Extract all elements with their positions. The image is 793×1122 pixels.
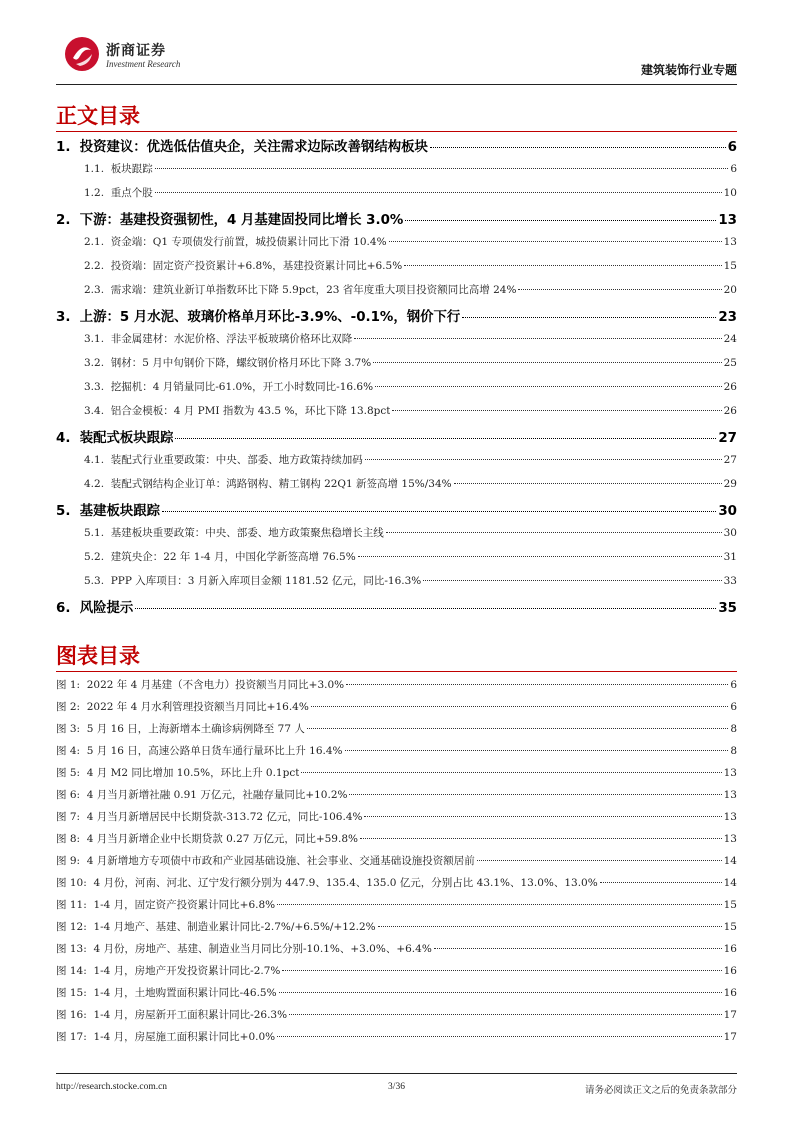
toc-section-number: 3.2. bbox=[84, 357, 105, 369]
dot-leader bbox=[277, 1036, 721, 1037]
figure-entry[interactable] bbox=[56, 1007, 737, 1029]
dot-leader bbox=[365, 459, 722, 460]
figure-entry-text: 1-4 月，固定资产投资累计同比+6.8% bbox=[93, 899, 276, 911]
page-header bbox=[56, 34, 737, 85]
figure-entry[interactable] bbox=[56, 699, 737, 721]
toc-section-text: 挖掘机：4 月销量同比-61.0%，开工小时数同比-16.6% bbox=[110, 381, 374, 393]
footer-url[interactable]: http://research.stocke.com.cn bbox=[56, 1082, 168, 1092]
figure-entry-page: 13 bbox=[723, 789, 737, 801]
toc-section-title bbox=[84, 185, 153, 200]
page-footer bbox=[56, 1073, 737, 1096]
toc-chapter-page: 6 bbox=[727, 140, 737, 155]
dot-leader bbox=[311, 706, 728, 707]
figure-entry-number: 图 9: bbox=[56, 855, 81, 867]
figure-entry-number: 图 13: bbox=[56, 943, 87, 955]
figure-entry-number: 图 14: bbox=[56, 965, 87, 977]
toc-chapter-text: 上游：5 月水泥、玻璃价格单月环比-3.9%、-0.1%，钢价下行 bbox=[79, 310, 461, 325]
figure-entry-number: 图 5: bbox=[56, 767, 81, 779]
dot-leader bbox=[135, 608, 716, 609]
toc-chapter-title bbox=[56, 136, 428, 155]
figure-entry[interactable] bbox=[56, 677, 737, 699]
toc-chapter-text: 下游：基建投资强韧性，4 月基建固投同比增长 3.0% bbox=[79, 213, 404, 228]
toc-section-title bbox=[84, 476, 452, 491]
toc-section-text: 铝合金模板：4 月 PMI 指数为 43.5 %，环比下降 13.8pct bbox=[110, 405, 391, 417]
figure-entry-title bbox=[56, 787, 347, 802]
dot-leader bbox=[155, 192, 722, 193]
figure-entry-page: 16 bbox=[723, 987, 737, 999]
toc-section-title bbox=[84, 355, 371, 370]
figure-entry-page: 6 bbox=[730, 701, 737, 713]
figure-entry-page: 17 bbox=[723, 1031, 737, 1043]
figure-entry-number: 图 10: bbox=[56, 877, 87, 889]
figure-list bbox=[56, 677, 737, 1051]
dot-leader bbox=[373, 362, 721, 363]
toc-section-title bbox=[84, 331, 352, 346]
dot-leader bbox=[477, 860, 722, 861]
figure-entry-page: 8 bbox=[730, 723, 737, 735]
figure-entry-text: 4 月份，河南、河北、辽宁发行额分别为 447.9、135.4、135.0 亿元，分别占比 43.1%、13.0%、13.0% bbox=[93, 877, 598, 889]
figure-entry-page: 8 bbox=[730, 745, 737, 757]
toc-chapter-title bbox=[56, 306, 460, 325]
toc-chapter-text: 基建板块跟踪 bbox=[79, 504, 161, 519]
toc-section-title bbox=[84, 525, 384, 540]
toc-chapter-text: 装配式板块跟踪 bbox=[79, 431, 174, 446]
toc-chapter[interactable] bbox=[56, 306, 737, 331]
dot-leader bbox=[279, 992, 722, 993]
toc-chapter-title bbox=[56, 500, 160, 519]
dot-leader bbox=[307, 728, 728, 729]
toc-chapter[interactable] bbox=[56, 597, 737, 622]
figure-entry[interactable] bbox=[56, 853, 737, 875]
figure-entry[interactable] bbox=[56, 765, 737, 787]
figure-entry-title bbox=[56, 941, 432, 956]
figure-entry-page: 16 bbox=[723, 943, 737, 955]
figure-entry-page: 16 bbox=[723, 965, 737, 977]
toc-chapter-number: 3. bbox=[56, 310, 71, 325]
figure-entry-number: 图 16: bbox=[56, 1009, 87, 1021]
figure-entry-number: 图 11: bbox=[56, 899, 87, 911]
dot-leader bbox=[277, 904, 721, 905]
toc-section-title bbox=[84, 379, 373, 394]
figure-entry-text: 2022 年 4 月水利管理投资额当月同比+16.4% bbox=[86, 701, 309, 713]
document-title: 建筑装饰行业专题 bbox=[640, 63, 737, 77]
toc-chapter-page: 23 bbox=[718, 310, 737, 325]
toc-chapter-text: 投资建议：优选低估值央企，关注需求边际改善钢结构板块 bbox=[79, 140, 428, 155]
toc-section-text: 需求端：建筑业新订单指数环比下降 5.9pct，23 省年度重大项目投资额同比高增 24% bbox=[110, 284, 517, 296]
toc-title-rule bbox=[56, 131, 737, 132]
figure-entry[interactable] bbox=[56, 941, 737, 963]
figure-entry[interactable] bbox=[56, 787, 737, 809]
dot-leader bbox=[462, 317, 716, 318]
toc-section-text: 装配式钢结构企业订单：鸿路钢构、精工钢构 22Q1 新签高增 15%/34% bbox=[110, 478, 452, 490]
figure-entry-number: 图 2: bbox=[56, 701, 81, 713]
figure-entry[interactable] bbox=[56, 875, 737, 897]
toc-section-number: 2.2. bbox=[84, 260, 105, 272]
figure-entry-page: 14 bbox=[723, 855, 737, 867]
dot-leader bbox=[349, 794, 721, 795]
toc-section-text: 非金属建材：水泥价格、浮法平板玻璃价格环比双降 bbox=[110, 333, 353, 345]
figure-entry-number: 图 4: bbox=[56, 745, 81, 757]
toc-section-text: PPP 入库项目：3 月新入库项目金额 1181.52 亿元，同比-16.3% bbox=[110, 575, 422, 587]
toc-section-page: 10 bbox=[723, 187, 737, 199]
figure-entry-title bbox=[56, 875, 598, 890]
toc-section[interactable] bbox=[56, 525, 737, 549]
figure-entry-text: 1-4 月，土地购置面积累计同比-46.5% bbox=[93, 987, 277, 999]
toc-section[interactable] bbox=[56, 379, 737, 403]
toc-section-title bbox=[84, 573, 421, 588]
toc-section-title bbox=[84, 549, 356, 564]
figure-entry-text: 1-4 月，房地产开发投资累计同比-2.7% bbox=[93, 965, 281, 977]
figure-entry-text: 5 月 16 日，上海新增本土确诊病例降至 77 人 bbox=[86, 723, 305, 735]
toc-section[interactable] bbox=[56, 476, 737, 500]
toc-section[interactable] bbox=[56, 161, 737, 185]
figure-entry-text: 5 月 16 日，高速公路单日货车通行量环比上升 16.4% bbox=[86, 745, 343, 757]
toc-section[interactable] bbox=[56, 573, 737, 597]
figure-entry-page: 17 bbox=[723, 1009, 737, 1021]
dot-leader bbox=[282, 970, 721, 971]
toc-chapter-title bbox=[56, 597, 133, 616]
toc-section-title bbox=[84, 403, 390, 418]
dot-leader bbox=[386, 532, 722, 533]
toc-section[interactable] bbox=[56, 355, 737, 379]
toc-section-page: 20 bbox=[723, 284, 737, 296]
toc-chapter[interactable] bbox=[56, 136, 737, 161]
toc-section[interactable] bbox=[56, 549, 737, 573]
toc-section-text: 钢材：5 月中旬钢价下降，螺纹钢价格月环比下降 3.7% bbox=[110, 357, 372, 369]
toc-section[interactable] bbox=[56, 331, 737, 355]
toc-section-text: 投资端：固定资产投资累计+6.8%，基建投资累计同比+6.5% bbox=[110, 260, 403, 272]
figure-entry[interactable] bbox=[56, 963, 737, 985]
toc-section-text: 板块跟踪 bbox=[110, 163, 153, 175]
toc-section-text: 重点个股 bbox=[110, 187, 153, 199]
toc-chapter-page: 13 bbox=[718, 213, 737, 228]
figure-entry-title bbox=[56, 1029, 275, 1044]
dot-leader bbox=[354, 338, 721, 339]
toc-section-page: 26 bbox=[723, 405, 737, 417]
toc-section-page: 30 bbox=[723, 527, 737, 539]
dot-leader bbox=[289, 1014, 722, 1015]
figure-entry-number: 图 7: bbox=[56, 811, 81, 823]
figure-entry[interactable] bbox=[56, 919, 737, 941]
dot-leader bbox=[155, 168, 729, 169]
figure-entry[interactable] bbox=[56, 809, 737, 831]
figure-entry[interactable] bbox=[56, 721, 737, 743]
toc-section-page: 15 bbox=[723, 260, 737, 272]
figure-entry-text: 2022 年 4 月基建（不含电力）投资额当月同比+3.0% bbox=[86, 679, 345, 691]
figure-entry[interactable] bbox=[56, 985, 737, 1007]
dot-leader bbox=[392, 410, 721, 411]
toc-section-number: 5.2. bbox=[84, 551, 105, 563]
dot-leader bbox=[162, 511, 716, 512]
figure-list-title: 图表目录 bbox=[56, 644, 140, 668]
dot-leader bbox=[378, 926, 722, 927]
dot-leader bbox=[454, 483, 722, 484]
figure-entry-text: 1-4 月，房屋新开工面积累计同比-26.3% bbox=[93, 1009, 288, 1021]
figure-entry-title bbox=[56, 743, 343, 758]
figure-entry-title bbox=[56, 809, 362, 824]
figure-entry-page: 13 bbox=[723, 811, 737, 823]
figure-entry-number: 图 17: bbox=[56, 1031, 87, 1043]
toc-section-number: 2.3. bbox=[84, 284, 105, 296]
toc-section[interactable] bbox=[56, 282, 737, 306]
toc-section-number: 3.4. bbox=[84, 405, 105, 417]
figure-entry-number: 图 3: bbox=[56, 723, 81, 735]
toc-section-title bbox=[84, 161, 153, 176]
dot-leader bbox=[364, 816, 721, 817]
toc-section-text: 资金端：Q1 专项债发行前置，城投债累计同比下滑 10.4% bbox=[110, 236, 387, 248]
figure-entry-title bbox=[56, 721, 305, 736]
toc-section[interactable] bbox=[56, 185, 737, 209]
toc-section-number: 1.2. bbox=[84, 187, 105, 199]
figure-entry-text: 4 月新增地方专项债中市政和产业园基础设施、社会事业、交通基础设施投资额居前 bbox=[86, 855, 475, 867]
page-number: 3/36 bbox=[388, 1082, 405, 1092]
dot-leader bbox=[360, 838, 722, 839]
toc-chapter-number: 1. bbox=[56, 140, 71, 155]
toc-section-text: 装配式行业重要政策：中央、部委、地方政策持续加码 bbox=[110, 454, 363, 466]
figure-entry-text: 4 月当月新增居民中长期贷款-313.72 亿元，同比-106.4% bbox=[86, 811, 363, 823]
toc-section-page: 33 bbox=[723, 575, 737, 587]
dot-leader bbox=[375, 386, 722, 387]
dot-leader bbox=[430, 147, 726, 148]
dot-leader bbox=[345, 750, 729, 751]
figure-entry-title bbox=[56, 677, 344, 692]
figure-entry-text: 1-4 月地产、基建、制造业累计同比-2.7%/+6.5%/+12.2% bbox=[93, 921, 376, 933]
logo-icon bbox=[64, 36, 100, 72]
toc-section-text: 基建板块重要政策：中央、部委、地方政策聚焦稳增长主线 bbox=[110, 527, 384, 539]
toc-section-title bbox=[84, 258, 402, 273]
dot-leader bbox=[404, 265, 721, 266]
logo-text: 浙商证券 bbox=[106, 43, 166, 59]
dot-leader bbox=[423, 580, 721, 581]
toc-section-page: 27 bbox=[723, 454, 737, 466]
figure-entry[interactable] bbox=[56, 831, 737, 853]
toc-section-page: 13 bbox=[723, 236, 737, 248]
figure-entry-page: 6 bbox=[730, 679, 737, 691]
toc-section-number: 2.1. bbox=[84, 236, 105, 248]
toc-section[interactable] bbox=[56, 452, 737, 476]
figure-entry-page: 13 bbox=[723, 767, 737, 779]
figure-entry-title bbox=[56, 919, 376, 934]
figure-entry-number: 图 1: bbox=[56, 679, 81, 691]
figure-entry-title bbox=[56, 985, 277, 1000]
toc-chapter[interactable] bbox=[56, 500, 737, 525]
dot-leader bbox=[301, 772, 721, 773]
toc-chapter-page: 30 bbox=[718, 504, 737, 519]
figure-entry-text: 4 月份，房地产、基建、制造业当月同比分别-10.1%、+3.0%、+6.4% bbox=[93, 943, 432, 955]
figure-entry[interactable] bbox=[56, 897, 737, 919]
toc-section-number: 3.1. bbox=[84, 333, 105, 345]
logo-subtitle: Investment Research bbox=[106, 59, 181, 69]
toc-chapter[interactable] bbox=[56, 427, 737, 452]
figure-entry-text: 4 月当月新增社融 0.91 万亿元，社融存量同比+10.2% bbox=[86, 789, 348, 801]
figure-entry-title bbox=[56, 853, 475, 868]
toc-section[interactable] bbox=[56, 403, 737, 427]
toc-section-page: 6 bbox=[730, 163, 737, 175]
toc-chapter-page: 27 bbox=[718, 431, 737, 446]
toc-section-text: 建筑央企：22 年 1-4 月，中国化学新签高增 76.5% bbox=[110, 551, 356, 563]
dot-leader bbox=[389, 241, 722, 242]
figure-entry-title bbox=[56, 1007, 287, 1022]
figure-entry-page: 15 bbox=[723, 921, 737, 933]
figure-entry-page: 14 bbox=[723, 877, 737, 889]
figure-title-rule bbox=[56, 671, 737, 672]
figure-entry-title bbox=[56, 897, 275, 912]
toc-section-page: 26 bbox=[723, 381, 737, 393]
toc-chapter-title bbox=[56, 209, 403, 228]
toc-chapter-number: 2. bbox=[56, 213, 71, 228]
toc-chapter-number: 6. bbox=[56, 601, 71, 616]
dot-leader bbox=[358, 556, 722, 557]
figure-entry-number: 图 8: bbox=[56, 833, 81, 845]
toc-section-title bbox=[84, 452, 363, 467]
toc-section-page: 24 bbox=[723, 333, 737, 345]
toc-title: 正文目录 bbox=[56, 104, 140, 128]
footer-disclaimer: 请务必阅读正文之后的免责条款部分 bbox=[584, 1085, 737, 1096]
toc-chapter-page: 35 bbox=[718, 601, 737, 616]
toc-chapter-title bbox=[56, 427, 173, 446]
toc-section[interactable] bbox=[56, 258, 737, 282]
toc-section-title bbox=[84, 282, 516, 297]
dot-leader bbox=[346, 684, 728, 685]
toc-chapter-number: 4. bbox=[56, 431, 71, 446]
figure-entry-title bbox=[56, 963, 280, 978]
figure-entry[interactable] bbox=[56, 743, 737, 765]
toc-section-number: 4.1. bbox=[84, 454, 105, 466]
toc-section-number: 4.2. bbox=[84, 478, 105, 490]
figure-entry-page: 15 bbox=[723, 899, 737, 911]
figure-entry-text: 1-4 月，房屋施工面积累计同比+0.0% bbox=[93, 1031, 276, 1043]
figure-entry-text: 4 月当月新增企业中长期贷款 0.27 万亿元，同比+59.8% bbox=[86, 833, 358, 845]
figure-entry-title bbox=[56, 765, 299, 780]
toc-section-page: 25 bbox=[723, 357, 737, 369]
figure-entry-title bbox=[56, 699, 309, 714]
toc-section-page: 31 bbox=[723, 551, 737, 563]
figure-entry-page: 13 bbox=[723, 833, 737, 845]
figure-entry-text: 4 月 M2 同比增加 10.5%，环比上升 0.1pct bbox=[86, 767, 300, 779]
dot-leader bbox=[405, 220, 716, 221]
toc-section-page: 29 bbox=[723, 478, 737, 490]
toc-section-title bbox=[84, 234, 387, 249]
toc-section[interactable] bbox=[56, 234, 737, 258]
toc-section-number: 5.1. bbox=[84, 527, 105, 539]
figure-entry-number: 图 6: bbox=[56, 789, 81, 801]
toc-chapter[interactable] bbox=[56, 209, 737, 234]
dot-leader bbox=[434, 948, 722, 949]
figure-entry-number: 图 15: bbox=[56, 987, 87, 999]
dot-leader bbox=[175, 438, 716, 439]
table-of-contents bbox=[56, 136, 737, 622]
toc-section-number: 1.1. bbox=[84, 163, 105, 175]
dot-leader bbox=[600, 882, 722, 883]
figure-entry-title bbox=[56, 831, 358, 846]
dot-leader bbox=[518, 289, 721, 290]
toc-section-number: 3.3. bbox=[84, 381, 105, 393]
figure-entry[interactable] bbox=[56, 1029, 737, 1051]
figure-entry-number: 图 12: bbox=[56, 921, 87, 933]
toc-chapter-text: 风险提示 bbox=[79, 601, 134, 616]
toc-chapter-number: 5. bbox=[56, 504, 71, 519]
toc-section-number: 5.3. bbox=[84, 575, 105, 587]
